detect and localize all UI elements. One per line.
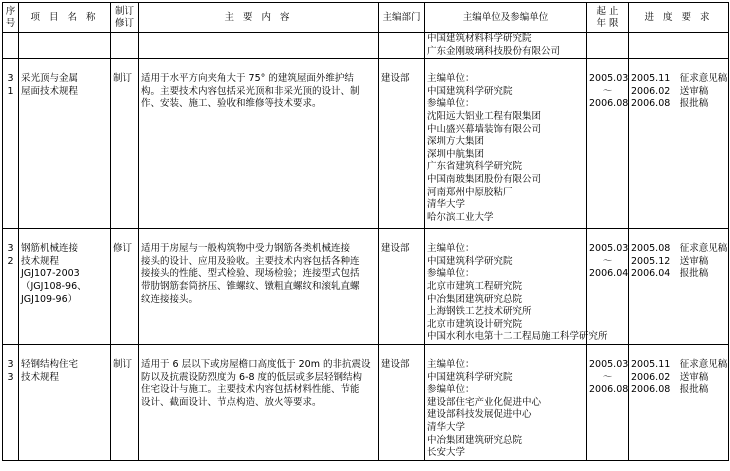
header-revise: 制订 修订 (111, 3, 139, 33)
content-line: 接头的设计、应用及验收。主要技术内容包括各种连 (141, 255, 360, 267)
unit-line: 河南郑州中原胶粘厂 (427, 186, 513, 198)
lead-department: 建设部 (379, 344, 425, 460)
continuation-row (3, 33, 729, 59)
progress-line: 2006.04 报批稿 (631, 268, 709, 280)
lead-department: 建设部 (379, 229, 425, 345)
period-line: 2006.04 (589, 268, 629, 280)
progress-line: 2006.02 送审稿 (631, 371, 709, 383)
progress-requirements (629, 344, 729, 460)
period (587, 59, 629, 229)
participating-units (425, 229, 608, 345)
progress-line: 2006.08 报批稿 (631, 98, 709, 110)
content-line: 适用于房屋与一般构筑物中受力钢筋各类机械连接 (141, 243, 351, 255)
unit-line: 中国水利水电第十二工程局施工科学研究所 (427, 331, 608, 343)
content-line: 构。主要技术内容包括采光顶和非采光顶的设计、制 (141, 85, 360, 97)
project-name (19, 344, 111, 460)
main-content (139, 59, 379, 229)
progress-requirements (629, 229, 729, 345)
header-dept: 主编部门 (379, 3, 425, 33)
unit-line: 中国南玻集团股份有限公司 (427, 173, 542, 185)
revise-type: 修订 (111, 229, 139, 345)
unit-line: 中国建筑科学研究院 (427, 255, 513, 267)
unit-line: 清华大学 (427, 421, 466, 433)
progress-line: 2006.08 报批稿 (631, 384, 709, 396)
unit-line: 中国建筑材料科学研究院 (427, 33, 532, 44)
row-number: 33 (3, 344, 19, 460)
project-name-line: 钢筋机械连接 (21, 243, 79, 255)
unit-line: 中冶集团建筑研究总院 (427, 434, 523, 446)
unit-line: 主编单位： (427, 73, 475, 85)
header-progress: 进 度 要 求 (629, 3, 729, 33)
content-line: 设计、截面设计、节点构造、放火等要求。 (141, 396, 322, 408)
project-name-line: （JGJ108-96、 (21, 280, 87, 292)
period-line: ～ (602, 255, 613, 267)
unit-line: 建设部住宅产业化促进中心 (427, 396, 542, 408)
project-name-line: JGJ107-2003 (21, 268, 80, 280)
standards-table (2, 2, 729, 461)
participating-units (425, 344, 587, 460)
unit-line: 沈阳远大铝业工程有限集团 (427, 110, 542, 122)
period-line: ～ (602, 85, 613, 97)
period-line: 2005.03 (589, 358, 629, 370)
unit-line: 深圳中航集团 (427, 148, 485, 160)
progress-line: 2006.02 送审稿 (631, 85, 709, 97)
unit-line: 上海钢铁工艺技术研究所 (427, 306, 532, 318)
content-line: 带肋钢筋套筒挤压、锥螺纹、镦粗直螺纹和滚轧直螺 (141, 280, 360, 292)
progress-line: 2005.12 送审稿 (631, 255, 709, 267)
content-line: 作、安装、施工、验收和维修等技术要求。 (141, 98, 322, 110)
progress-line: 2005.11 征求意见稿 (631, 358, 728, 370)
progress-line: 2005.11 征求意见稿 (631, 73, 728, 85)
progress-requirements (629, 59, 729, 229)
main-content (139, 344, 379, 460)
unit-line: 广东省建筑科学研究院 (427, 161, 523, 173)
header-name: 项 目 名 称 (19, 3, 111, 33)
header-content: 主 要 内 容 (139, 3, 379, 33)
unit-line: 哈尔滨工业大学 (427, 211, 494, 223)
period-line: ～ (602, 371, 613, 383)
period-line: 2005.03 (589, 73, 629, 85)
unit-line: 参编单位： (427, 268, 475, 280)
content-line: 防以及抗震设防烈度为 6-8 度的低层或多层轻钢结构 (141, 371, 363, 383)
continuation-units (425, 33, 587, 59)
header-row (3, 3, 729, 33)
participating-units (425, 59, 587, 229)
unit-line: 广东金刚玻璃科技股份有限公司 (427, 45, 561, 57)
unit-line: 长安大学 (427, 447, 466, 459)
header-period: 起 止 年 限 (587, 3, 629, 33)
revise-type: 制订 (111, 344, 139, 460)
table-row (3, 59, 729, 229)
unit-line: 主编单位： (427, 243, 475, 255)
row-number: 32 (3, 229, 19, 345)
unit-line: 北京市建筑设计研究院 (427, 318, 523, 330)
revise-type: 制订 (111, 59, 139, 229)
unit-line: 中冶集团建筑研究总院 (427, 293, 523, 305)
project-name-line: 采光顶与金属 (21, 73, 79, 85)
table-row (3, 344, 729, 460)
project-name-line: 技术规程 (21, 371, 60, 383)
project-name-line: 屋面技术规程 (21, 85, 79, 97)
project-name-line: JGJ109-96） (21, 293, 78, 305)
content-line: 适用于 6 层以下或房屋檐口高度低于 20m 的非抗震设 (141, 358, 371, 370)
content-line: 纹连接接头。 (141, 293, 199, 305)
main-content (139, 229, 379, 345)
period-line: 2005.03 (589, 243, 629, 255)
unit-line: 建设部科技发展促进中心 (427, 409, 532, 421)
row-number: 31 (3, 59, 19, 229)
project-name-line: 技术规程 (21, 255, 60, 267)
content-line: 适用于水平方向夹角大于 75° 的建筑屋面外维护结 (141, 73, 354, 85)
lead-department: 建设部 (379, 59, 425, 229)
project-name (19, 229, 111, 345)
unit-line: 中山盛兴幕墙装饰有限公司 (427, 123, 542, 135)
unit-line: 主编单位： (427, 358, 475, 370)
header-seq: 序 号 (3, 3, 19, 33)
unit-line: 深圳方大集团 (427, 136, 485, 148)
unit-line: 参编单位： (427, 384, 475, 396)
unit-line: 清华大学 (427, 199, 466, 211)
unit-line: 参编单位： (427, 98, 475, 110)
period (587, 344, 629, 460)
header-units: 主编单位及参编单位 (425, 3, 587, 33)
progress-line: 2005.08 征求意见稿 (631, 243, 728, 255)
unit-line: 中国建筑科学研究院 (427, 85, 513, 97)
period (587, 229, 629, 345)
project-name-line: 轻钢结构住宅 (21, 358, 79, 370)
content-line: 住宅设计与施工。主要技术内容包括材料性能、节能 (141, 384, 360, 396)
project-name (19, 59, 111, 229)
unit-line: 北京市建筑工程研究院 (427, 280, 523, 292)
content-line: 接接头的性能、型式检验、现场检验；连接型式包括 (141, 268, 360, 280)
unit-line: 中国建筑科学研究院 (427, 371, 513, 383)
table-row (3, 229, 729, 345)
period-line: 2006.08 (589, 384, 629, 396)
period-line: 2006.08 (589, 98, 629, 110)
